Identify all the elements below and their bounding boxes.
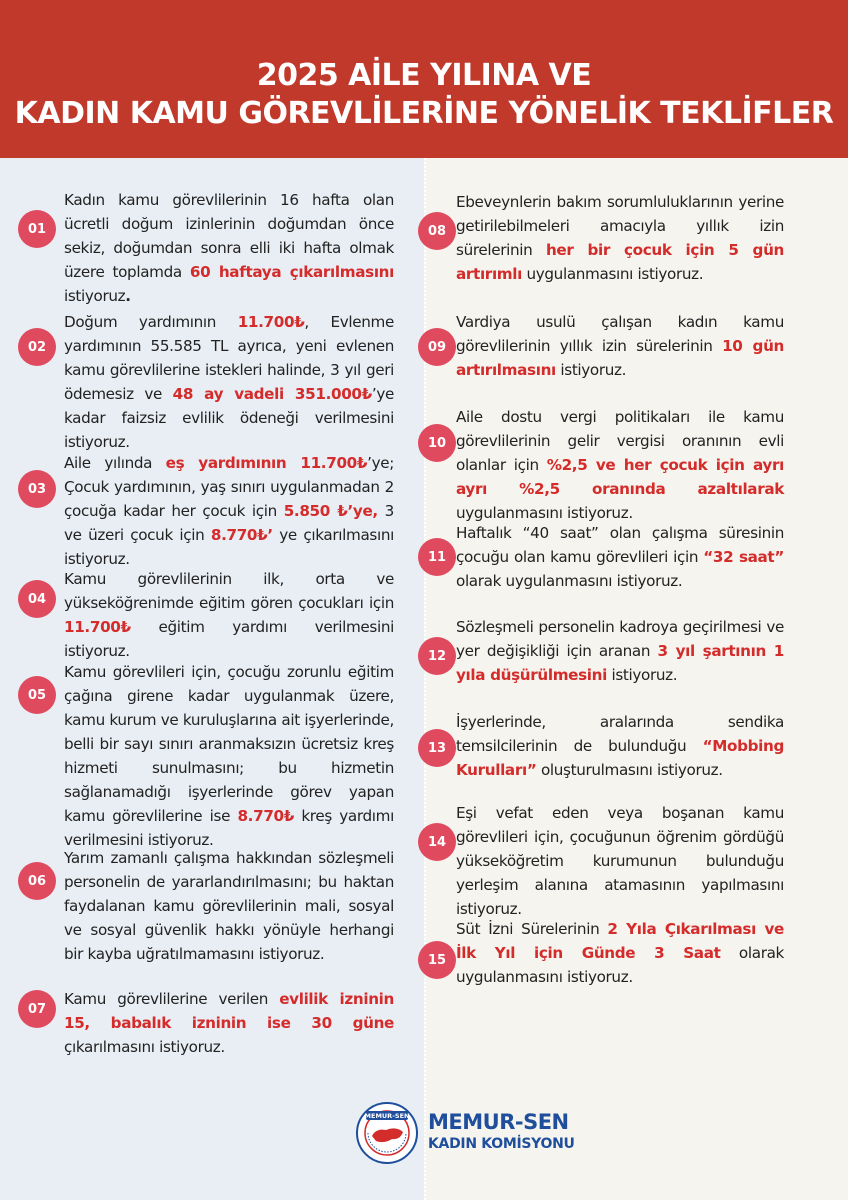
text-segment: çıkarılmasını istiyoruz.: [64, 1038, 225, 1056]
highlighted-text: her bir çocuk için 5 gün artırımlı: [456, 241, 785, 283]
proposal-number-badge: 02: [18, 328, 56, 366]
text-segment: Aile dostu vergi politikaları ile kamu görevlilerinin gelir vergisi oranının evli olanlar için: [456, 408, 784, 474]
text-segment: Kamu görevlileri için, çocuğu zorunlu eğitim çağına girene kadar uygulanmak üzere, kamu kurum ve kuruluşlarına ait işyerlerinde, belli bir sayı sınırı aranmaksızın ücretsiz kreş hizmeti sunulmasını; bu hizmetin sağlanamadığı işyerlerinde görev yapan kamu görevlilerine ise: [64, 663, 394, 825]
text-segment: Kamu görevlilerine verilen: [64, 990, 280, 1008]
proposal-number-badge: 12: [418, 637, 456, 675]
logo-text: MEMUR-SEN: [364, 1112, 410, 1120]
text-segment: olarak uygulanmasını istiyoruz.: [456, 944, 784, 986]
proposal-text: [456, 405, 784, 525]
proposal-text: [64, 188, 394, 308]
proposal-text: [64, 451, 394, 571]
text-segment: Eşi vefat eden veya boşanan kamu görevlileri için, çocuğunun öğrenim gördüğü yükseköğretim kurumunun bulunduğu yerleşim alanına atamasının yapılmasını istiyoruz.: [456, 804, 784, 918]
proposal-text: [456, 801, 784, 921]
text-segment: istiyoruz.: [606, 666, 678, 684]
text-segment: kreş yardımı verilmesini istiyoruz.: [64, 807, 394, 849]
organization-name: MEMUR-SEN: [428, 1110, 569, 1134]
highlighted-text: %2,5 ve her çocuk için ayrı ayrı %2,5 oranında azaltılarak: [456, 456, 784, 498]
text-segment: ’ye kadar faizsiz evlilik ödeneği verilmesini istiyoruz.: [64, 385, 394, 451]
text-segment: , Evlenme yardımının 55.585 TL ayrıca, yeni evlenen kamu görevlilerine istekleri halinde, 3 yıl geri ödemesiz ve: [64, 313, 394, 403]
proposal-text: [456, 521, 784, 593]
text-segment: ye çıkarılmasını istiyoruz.: [64, 526, 394, 568]
proposal-number-badge: 01: [18, 210, 56, 248]
column-divider: [424, 158, 426, 1200]
text-segment: eğitim yardımı verilmesini istiyoruz.: [64, 618, 394, 660]
proposal-number-badge: 08: [418, 212, 456, 250]
text-segment: .: [125, 287, 131, 305]
text-segment: Vardiya usulü çalışan kadın kamu görevlilerinin yıllık izin sürelerinin: [456, 313, 784, 355]
proposal-text: [64, 846, 394, 966]
proposal-number-badge: 05: [18, 676, 56, 714]
proposal-number-badge: 09: [418, 328, 456, 366]
text-segment: oluşturulmasını istiyoruz.: [536, 761, 723, 779]
text-segment: Kadın kamu görevlilerinin 16 hafta olan ücretli doğum izinlerinin doğumdan önce sekiz, doğumdan sonra elli iki hafta olmak üzere toplamda: [64, 191, 394, 281]
proposal-number-badge: 06: [18, 862, 56, 900]
highlighted-text: 3 yıl şartının 1 yıla düşürülmesini: [456, 642, 784, 684]
text-segment: Sözleşmeli personelin kadroya geçirilmesi ve yer değişikliği için aranan: [456, 618, 784, 660]
text-segment: uygulanmasını istiyoruz.: [456, 504, 633, 522]
highlighted-text: “Mobbing Kurulları”: [456, 737, 784, 779]
text-segment: Haftalık “40 saat” olan çalışma süresinin çocuğu olan kamu görevlileri için: [456, 524, 784, 566]
proposal-number-badge: 10: [418, 424, 456, 462]
text-segment: Ebeveynlerin bakım sorumluluklarının yerine getirilebilmeleri amacıyla yıllık izin sürelerinin: [456, 193, 784, 259]
highlighted-text: evlilik izninin 15, babalık izninin ise 30 güne: [64, 990, 394, 1032]
proposal-number-badge: 04: [18, 580, 56, 618]
text-segment: ’ye; Çocuk yardımının, yaş sınırı uygulanmadan 2 çocuğa kadar her çocuk için: [64, 454, 394, 520]
text-segment: olarak uygulanmasını istiyoruz.: [456, 572, 683, 590]
highlighted-text: 2 Yıla Çıkarılması ve İlk Yıl için Günde 3 Saat: [456, 920, 784, 962]
proposal-number-badge: 14: [418, 823, 456, 861]
proposal-text: [456, 310, 784, 382]
proposal-text: [64, 567, 394, 663]
header-banner: [0, 0, 848, 158]
highlighted-text: 10 gün artırılmasını: [456, 337, 784, 379]
text-segment: 3 ve üzeri çocuk için: [64, 502, 394, 544]
proposal-text: [456, 190, 784, 286]
page-title-line-2: KADIN KAMU GÖREVLİLERİNE YÖNELİK TEKLİFLER: [14, 96, 834, 131]
text-segment: istiyoruz.: [555, 361, 627, 379]
highlighted-text: 8.770₺: [237, 807, 294, 825]
proposal-text: [456, 615, 784, 687]
text-segment: Kamu görevlilerinin ilk, orta ve yükseköğrenimde eğitim gören çocukları için: [64, 570, 394, 612]
highlighted-text: 8.770₺’: [210, 526, 273, 544]
text-segment: Doğum yardımının: [64, 313, 238, 331]
proposal-text: [456, 710, 784, 782]
highlighted-text: eş yardımının 11.700₺: [165, 454, 368, 472]
proposal-number-badge: 15: [418, 941, 456, 979]
highlighted-text: 5.850 ₺’ye,: [283, 502, 378, 520]
highlighted-text: 11.700₺: [237, 313, 305, 331]
proposal-text: [64, 987, 394, 1059]
text-segment: Süt İzni Sürelerinin: [456, 920, 608, 938]
organization-subtitle: KADIN KOMİSYONU: [428, 1136, 575, 1152]
proposal-number-badge: 11: [418, 538, 456, 576]
highlighted-text: 48 ay vadeli 351.000₺: [172, 385, 372, 403]
memur-sen-logo: [356, 1102, 418, 1164]
text-segment: Aile yılında: [64, 454, 166, 472]
proposal-number-badge: 13: [418, 729, 456, 767]
highlighted-text: 60 haftaya çıkarılmasını: [189, 263, 394, 281]
proposal-number-badge: 07: [18, 990, 56, 1028]
text-segment: istiyoruz: [64, 287, 126, 305]
text-segment: İşyerlerinde, aralarında sendika temsilcilerinin de bulunduğu: [456, 713, 784, 755]
text-segment: uygulanmasını istiyoruz.: [522, 265, 704, 283]
proposal-text: [456, 917, 784, 989]
proposal-text: [64, 660, 394, 852]
proposal-number-badge: 03: [18, 470, 56, 508]
page-title-line-1: 2025 AİLE YILINA VE: [256, 58, 592, 93]
proposal-text: [64, 310, 394, 454]
highlighted-text: “32 saat”: [703, 548, 784, 566]
highlighted-text: 11.700₺: [64, 618, 131, 636]
text-segment: Yarım zamanlı çalışma hakkından sözleşmeli personelin de yararlandırılmasını; bu haktan faydalanan kamu görevlilerinin mali, sosyal ve sosyal güvenlik hakkı yönüyle herhangi bir kayba uğratılmamasını istiyoruz.: [64, 849, 394, 963]
